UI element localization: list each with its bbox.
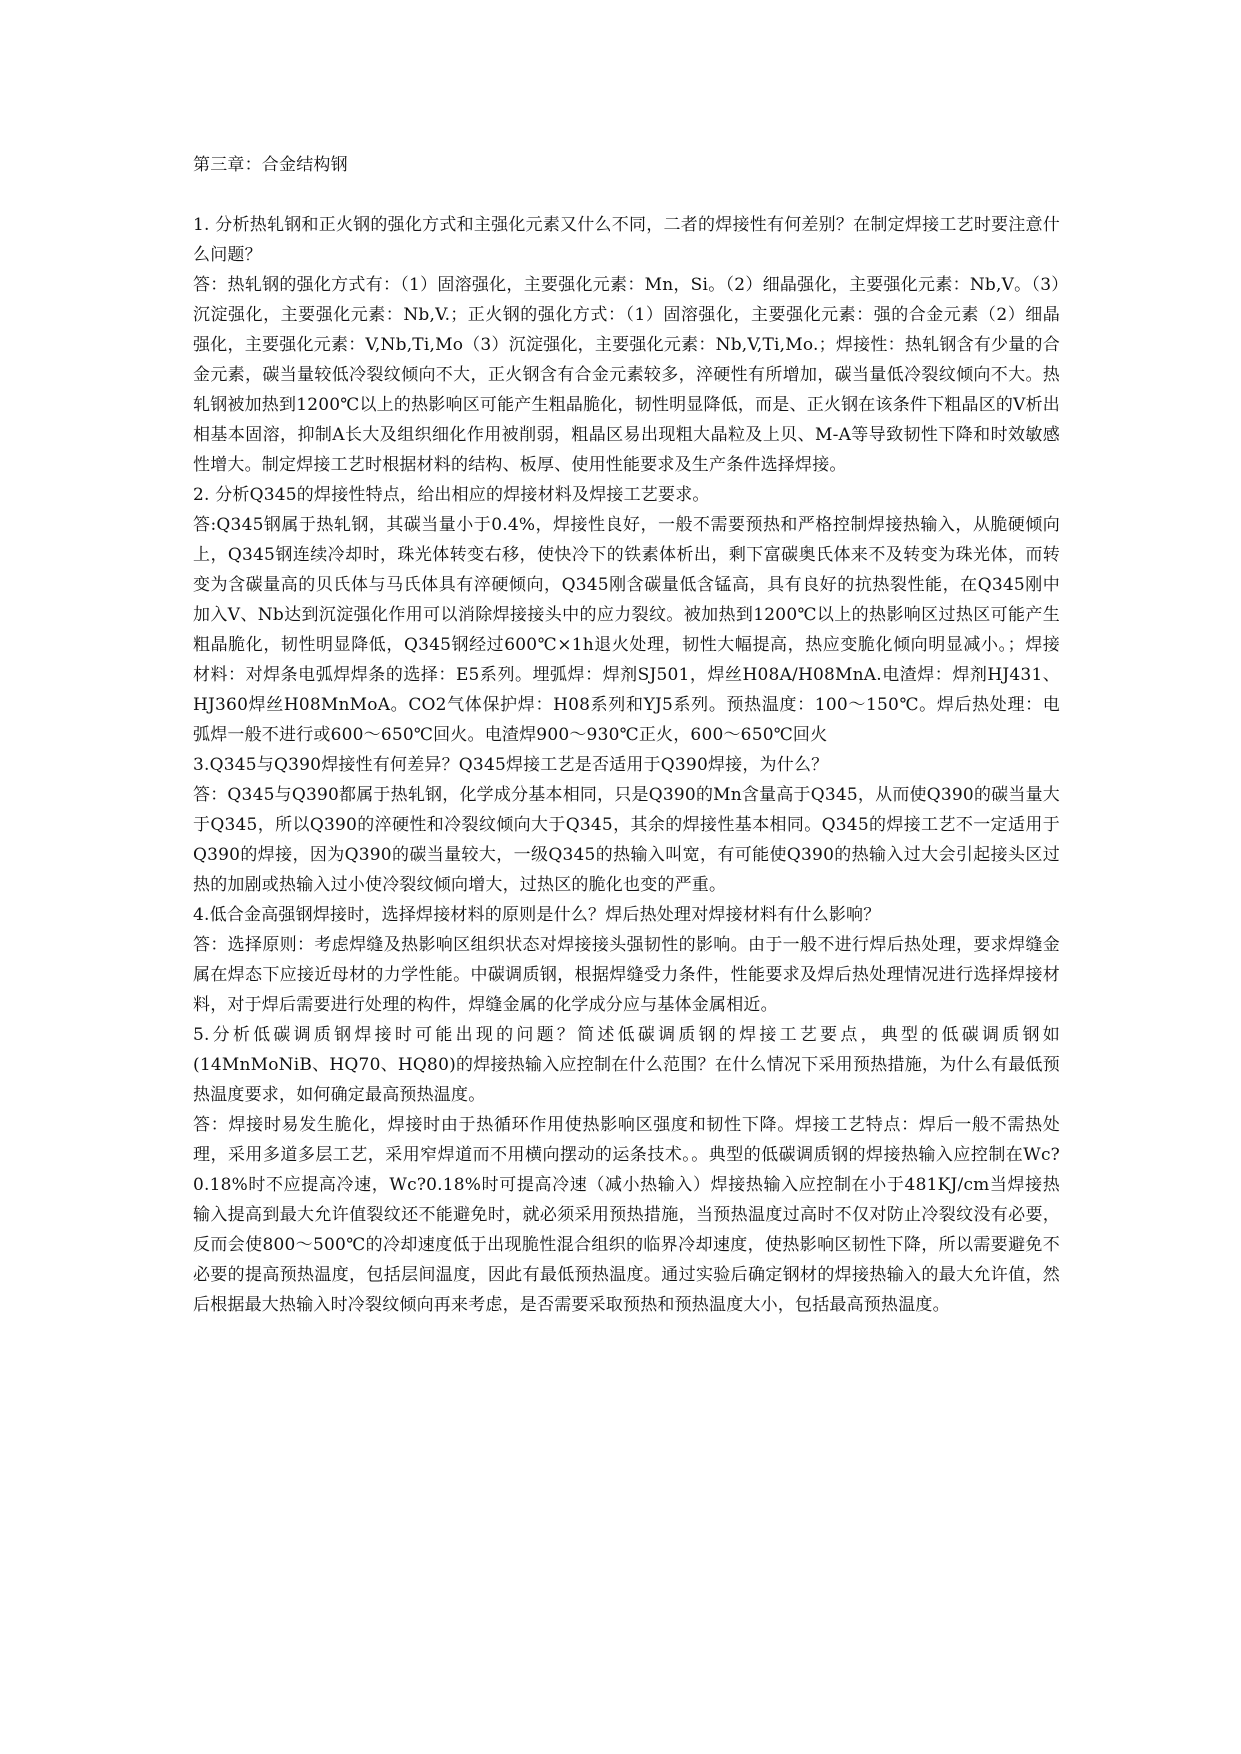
- document-page: [193, 150, 1060, 1320]
- answer-4: 答：选择原则：考虑焊缝及热影响区组织状态对焊接接头强韧性的影响。由于一般不进行焊后热处理，要求焊缝金属在焊态下应接近母材的力学性能。中碳调质钢，根据焊缝受力条件，性能要求及焊后热处理情况进行选择焊接材料，对于焊后需要进行处理的构件，焊缝金属的化学成分应与基体金属相近。: [193, 935, 1060, 1015]
- answer-2: 答:Q345钢属于热轧钢，其碳当量小于0.4%，焊接性良好，一般不需要预热和严格控制焊接热输入，从脆硬倾向上，Q345钢连续冷却时，珠光体转变右移，使快冷下的铁素体析出，剩下富碳奥氏体来不及转变为珠光体，而转变为含碳量高的贝氏体与马氏体具有淬硬倾向，Q345刚含碳量低含锰高，具有良好的抗热裂性能，在Q345刚中加入V、Nb达到沉淀强化作用可以消除焊接接头中的应力裂纹。被加热到1200℃以上的热影响区过热区可能产生粗晶脆化，韧性明显降低，Q345钢经过600℃×1h退火处理，韧性大幅提高，热应变脆化倾向明显减小。；焊接材料：对焊条电弧焊焊条的选择：E5系列。埋弧焊：焊剂SJ501，焊丝H08A/H08MnA.电渣焊：焊剂HJ431、HJ360焊丝H08MnMoA。CO2气体保护焊：H08系列和YJ5系列。预热温度：100～150℃。焊后热处理：电弧焊一般不进行或600～650℃回火。电渣焊900～930℃正火，600～650℃回火: [193, 515, 1060, 745]
- question-2: 2. 分析Q345的焊接性特点，给出相应的焊接材料及焊接工艺要求。: [193, 485, 710, 505]
- question-3: 3.Q345与Q390焊接性有何差异？Q345焊接工艺是否适用于Q390焊接，为什么？: [193, 755, 829, 775]
- answer-3: 答：Q345与Q390都属于热轧钢，化学成分基本相同，只是Q390的Mn含量高于Q345，从而使Q390的碳当量大于Q345，所以Q390的淬硬性和冷裂纹倾向大于Q345，其余的焊接性基本相同。Q345的焊接工艺不一定适用于Q390的焊接，因为Q390的碳当量较大，一级Q345的热输入叫宽，有可能使Q390的热输入过大会引起接头区过热的加剧或热输入过小使冷裂纹倾向增大，过热区的脆化也变的严重。: [193, 785, 1060, 895]
- question-4: 4.低合金高强钢焊接时，选择焊接材料的原则是什么？焊后热处理对焊接材料有什么影响？: [193, 905, 881, 925]
- answer-1: 答：热轧钢的强化方式有：（1）固溶强化，主要强化元素：Mn，Si。（2）细晶强化，主要强化元素：Nb,V。（3）沉淀强化，主要强化元素：Nb,V.；正火钢的强化方式：（1）固溶强化，主要强化元素：强的合金元素（2）细晶强化，主要强化元素：V,Nb,Ti,Mo（3）沉淀强化，主要强化元素：Nb,V,Ti,Mo.；焊接性：热轧钢含有少量的合金元素，碳当量较低冷裂纹倾向不大，正火钢含有合金元素较多，淬硬性有所增加，碳当量低冷裂纹倾向不大。热轧钢被加热到1200℃以上的热影响区可能产生粗晶脆化，韧性明显降低，而是、正火钢在该条件下粗晶区的V析出相基本固溶，抑制A长大及组织细化作用被削弱，粗晶区易出现粗大晶粒及上贝、M-A等导致韧性下降和时效敏感性增大。制定焊接工艺时根据材料的结构、板厚、使用性能要求及生产条件选择焊接。: [193, 275, 1060, 475]
- chapter-title: 第三章：合金结构钢: [193, 155, 348, 175]
- answer-5: 答：焊接时易发生脆化，焊接时由于热循环作用使热影响区强度和韧性下降。焊接工艺特点：焊后一般不需热处理，采用多道多层工艺，采用窄焊道而不用横向摆动的运条技术。。典型的低碳调质钢的焊接热输入应控制在Wc?0.18%时不应提高冷速，Wc?0.18%时可提高冷速（减小热输入）焊接热输入应控制在小于481KJ/cm当焊接热输入提高到最大允许值裂纹还不能避免时，就必须采用预热措施，当预热温度过高时不仅对防止冷裂纹没有必要，反而会使800～500℃的冷却速度低于出现脆性混合组织的临界冷却速度，使热影响区韧性下降，所以需要避免不必要的提高预热温度，包括层间温度，因此有最低预热温度。通过实验后确定钢材的焊接热输入的最大允许值，然后根据最大热输入时冷裂纹倾向再来考虑，是否需要采取预热和预热温度大小，包括最高预热温度。: [193, 1115, 1060, 1315]
- question-5: 5.分析低碳调质钢焊接时可能出现的问题？简述低碳调质钢的焊接工艺要点，典型的低碳调质钢如(14MnMoNiB、HQ70、HQ80)的焊接热输入应控制在什么范围？在什么情况下采用预热措施，为什么有最低预热温度要求，如何确定最高预热温度。: [193, 1025, 1060, 1105]
- question-1: 1. 分析热轧钢和正火钢的强化方式和主强化元素又什么不同，二者的焊接性有何差别？在制定焊接工艺时要注意什么问题？: [193, 215, 1060, 265]
